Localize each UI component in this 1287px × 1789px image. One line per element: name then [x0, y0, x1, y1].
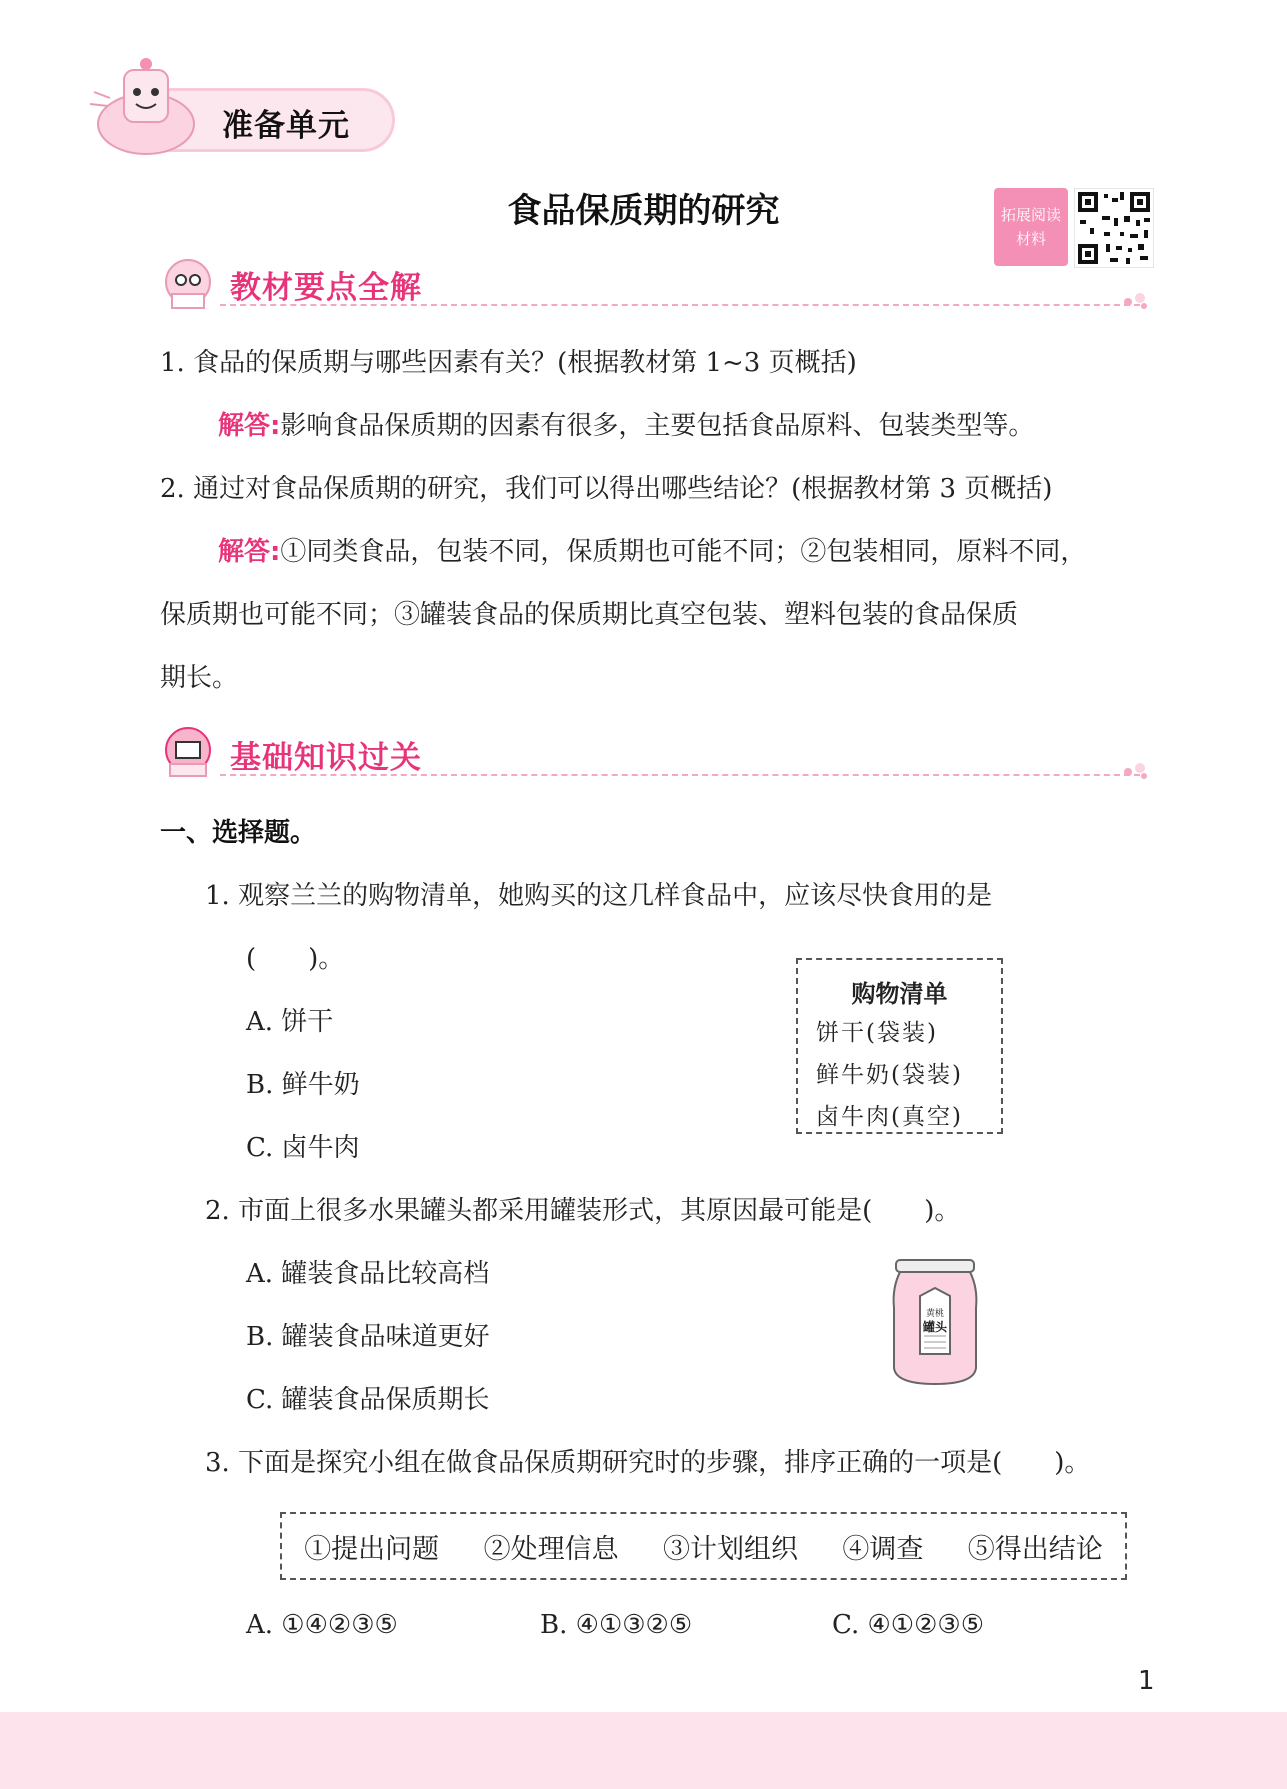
unit-label: 准备单元: [222, 108, 350, 144]
mascot-icon: [84, 52, 214, 162]
answer-1-text: 影响食品保质期的因素有很多，主要包括食品原料、包装类型等。: [280, 411, 1035, 441]
section-divider: [220, 304, 1140, 306]
q1-option-b[interactable]: B. 鲜牛奶: [246, 1070, 360, 1100]
q3-option-b[interactable]: B. ④①③②⑤: [540, 1610, 693, 1640]
q2-option-c[interactable]: C. 罐装食品保质期长: [246, 1385, 490, 1415]
section-title: 基础知识过关: [230, 740, 422, 776]
answer-label: 解答:: [218, 411, 281, 441]
answer-2-line3: 期长。: [160, 663, 239, 693]
answer-2-line1: [218, 531, 1086, 568]
decor-dots-icon: [1120, 762, 1150, 782]
q3-option-a[interactable]: A. ①④②③⑤: [246, 1610, 398, 1640]
shopping-list-box: [796, 958, 1003, 1134]
q1-option-a[interactable]: A. 饼干: [246, 1007, 334, 1037]
section-header-key-points: [160, 256, 1150, 316]
part-title: 一、选择题。: [160, 818, 317, 848]
answer-1: [218, 405, 1034, 442]
q2-option-b[interactable]: B. 罐装食品味道更好: [246, 1322, 490, 1352]
qr-label-line1: 拓展阅读: [1000, 206, 1061, 224]
choice-question-3: 3. 下面是探究小组在做食品保质期研究时的步骤，排序正确的一项是( )。: [205, 1448, 1091, 1478]
section-divider: [220, 774, 1140, 776]
choice-question-2: 2. 市面上很多水果罐头都采用罐装形式，其原因最可能是( )。: [205, 1196, 961, 1226]
step-item: ①提出问题: [304, 1533, 440, 1565]
answer-2-line2: 保质期也可能不同；③罐装食品的保质期比真空包装、塑料包装的食品保质: [160, 600, 1019, 630]
shopping-list-item: 饼干(袋装): [816, 1020, 938, 1046]
shopping-list-item: 卤牛肉(真空): [816, 1104, 963, 1130]
step-item: ⑤得出结论: [967, 1533, 1103, 1565]
q2-option-a[interactable]: A. 罐装食品比较高档: [246, 1259, 490, 1289]
section-header-basic-knowledge: [160, 726, 1150, 786]
step-item: ②处理信息: [483, 1533, 619, 1565]
bottom-band: [0, 1712, 1287, 1789]
qr-label: [994, 188, 1068, 266]
mascot-computer-icon: [160, 726, 220, 782]
q3-option-c[interactable]: C. ④①②③⑤: [832, 1610, 985, 1640]
answer-label: 解答:: [218, 537, 281, 567]
jar-label-main: 罐头: [922, 1320, 947, 1334]
step-item: ④调查: [842, 1533, 924, 1565]
page-number: 1: [1138, 1666, 1155, 1696]
jar-label-top: 黄桃: [925, 1309, 944, 1319]
question-1: 1. 食品的保质期与哪些因素有关？(根据教材第 1~3 页概括): [160, 348, 857, 378]
choice-question-1-line1: 1. 观察兰兰的购物清单，她购买的这几样食品中，应该尽快食用的是: [205, 881, 993, 911]
mascot-reading-icon: [160, 256, 220, 312]
page-title: 食品保质期的研究: [507, 191, 780, 231]
section-title: 教材要点全解: [230, 270, 422, 306]
decor-dots-icon: [1120, 292, 1150, 312]
shopping-list-item: 鲜牛奶(袋装): [816, 1062, 963, 1088]
answer-2-text-line1: ①同类食品，包装不同，保质期也可能不同；②包装相同，原料不同，: [280, 537, 1087, 567]
q1-option-c[interactable]: C. 卤牛肉: [246, 1133, 360, 1163]
steps-box: [280, 1512, 1127, 1580]
question-2: 2. 通过对食品保质期的研究，我们可以得出哪些结论？(根据教材第 3 页概括): [160, 474, 1053, 504]
step-item: ③计划组织: [662, 1533, 798, 1565]
fruit-jar-image: [890, 1258, 980, 1388]
shopping-list-title: 购物清单: [851, 980, 948, 1008]
qr-label-line2: 材料: [1015, 230, 1046, 248]
choice-question-1-line2: ( )。: [246, 944, 345, 974]
